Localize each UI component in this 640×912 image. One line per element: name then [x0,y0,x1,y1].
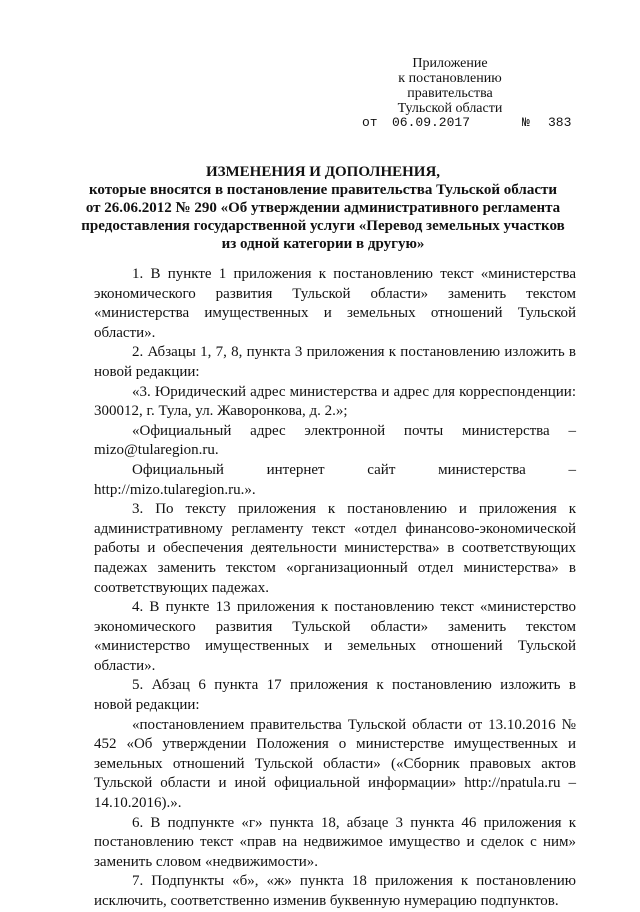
paragraph-5: Официальный интернет сайт министерства – http://mizo.tularegion.ru.». [94,461,576,498]
appendix-label: Приложение [412,56,488,71]
paragraph-2: 2. Абзацы 1, 7, 8, пункта 3 приложения к постановлению изложить в новой редакции: [94,344,576,380]
paragraph-10: 6. В подпункте «г» пункта 18, абзаце 3 пункта 46 приложения к постановлению текст «прав на недвижимое имущество и сделок с ним» заменить словом «недвижимости». [94,814,576,870]
title-line-1: ИЗМЕНЕНИЯ И ДОПОЛНЕНИЯ, [205,164,441,180]
paragraph-3: «3. Юридический адрес министерства и адрес для корреспонденции: 300012, г. Тула, ул. Жаворонкова, д. 2.»; [94,383,576,420]
appendix-header [360,56,540,116]
paragraph-9: «постановлением правительства Тульской области от 13.10.2016 № 452 «Об утверждении Положения о министерстве имущественных и земельных отношений Тульской области» («Сборник правовых актов Тульской области и иной официальной информации» http://npatula.ru – 14.10.2016).». [94,716,576,812]
paragraph-1: 1. В пункте 1 приложения к постановлению текст «министерства экономического развития Тульской области» заменить текстом «министерства имущественных и земельных отношений Тульской области». [94,266,576,341]
document-title [70,163,576,253]
paragraph-6: 3. По тексту приложения к постановлению и приложения к административному регламенту текст «отдел финансово-экономической работы и обеспечения деятельности министерства» в соответствующих падежах заменить текстом «организационный отдел министерства» в соответствующих падежах. [94,501,576,596]
number-prefix: № [522,115,530,130]
paragraph-7: 4. В пункте 13 приложения к постановлению текст «министерство экономического развития Тульской области» заменить текстом «министерство имущественных и земельных отношений Тульской области». [94,599,576,674]
document-body [94,265,576,912]
paragraph-8: 5. Абзац 6 пункта 17 приложения к постановлению изложить в новой редакции: [94,677,576,714]
title-line-2: которые вносятся в постановление правительства Тульской области [88,182,558,198]
document-number: 383 [548,115,572,130]
title-line-3: от 26.06.2012 № 290 «Об утверждении административного регламента [85,200,561,216]
title-line-5: из одной категории в другую» [221,236,425,252]
appendix-resolution-ref: к постановлению правительства [398,71,502,101]
date-prefix: от [362,115,378,130]
appendix-region: Тульской области [397,101,503,116]
paragraph-4: «Официальный адрес электронной почты министерства – mizo@tularegion.ru. [94,422,576,459]
document-date: 06.09.2017 [392,115,471,130]
title-line-4: предоставления государственной услуги «Перевод земельных участков [81,218,565,234]
paragraph-11: 7. Подпункты «б», «ж» пункта 18 приложения к постановлению исключить, соответственно изменив буквенную нумерацию подпунктов. [94,873,576,909]
